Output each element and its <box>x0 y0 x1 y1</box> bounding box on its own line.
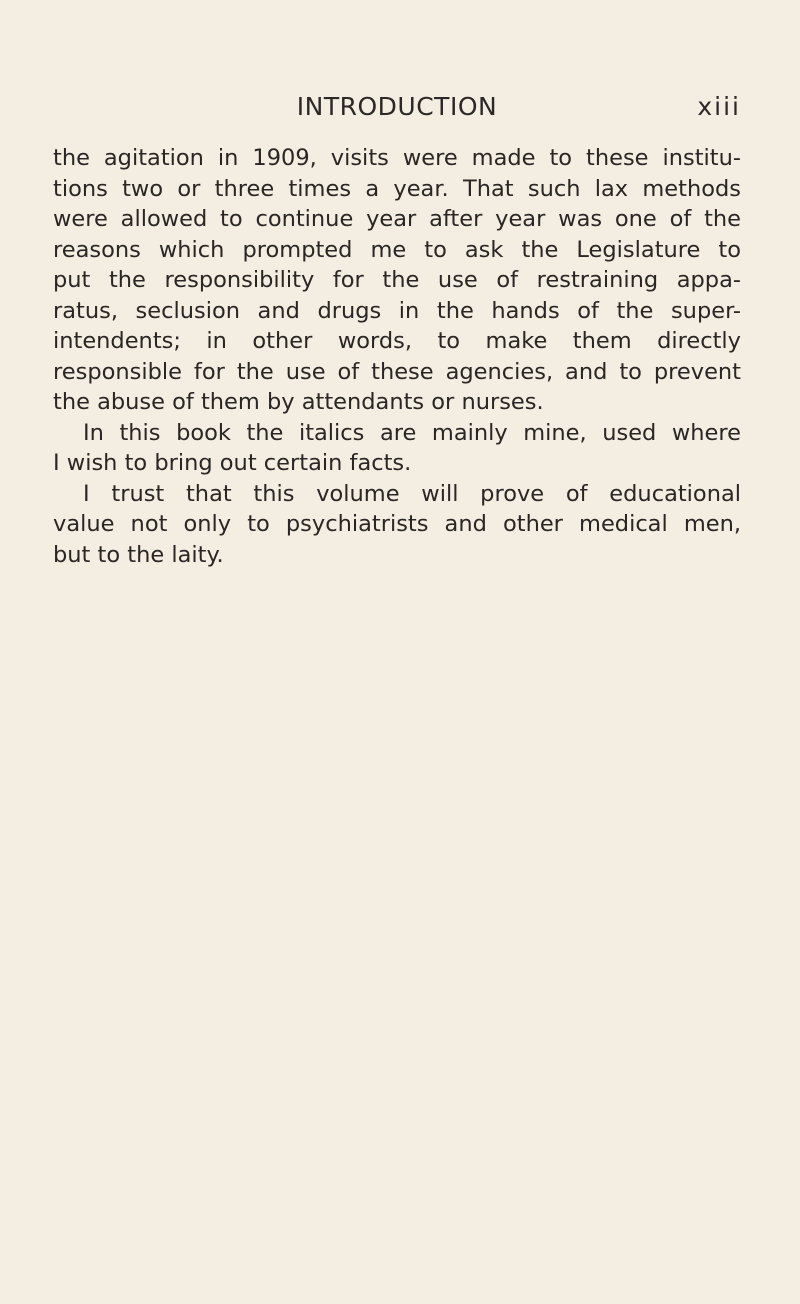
paragraph-2 <box>53 418 741 479</box>
text-line: the agitation in 1909, visits were made to these institu- <box>53 145 741 171</box>
text-line: I trust that this volume will prove of educational <box>83 480 741 507</box>
text-line: put the responsibility for the use of restraining appa- <box>53 267 741 293</box>
body-text <box>53 143 741 570</box>
running-head <box>53 92 741 132</box>
text-line: value not only to psychiatrists and other medical men, <box>53 511 741 537</box>
page-number: xiii <box>697 92 741 121</box>
paragraph-1 <box>53 143 741 418</box>
paragraph-3 <box>53 479 741 571</box>
text-line: but to the laity. <box>53 541 224 568</box>
text-line: reasons which prompted me to ask the Legislature to <box>53 236 741 263</box>
running-title: INTRODUCTION <box>296 92 498 121</box>
text-line: tions two or three times a year. That such lax methods <box>53 175 741 202</box>
text-line: I wish to bring out certain facts. <box>53 450 412 476</box>
text-line: the abuse of them by attendants or nurses. <box>53 389 544 415</box>
text-line: In this book the italics are mainly mine, used where <box>83 419 741 446</box>
text-line: ratus, seclusion and drugs in the hands of the super- <box>53 297 741 324</box>
text-line: intendents; in other words, to make them directly <box>53 328 741 354</box>
text-line: responsible for the use of these agencies, and to prevent <box>53 358 741 385</box>
text-line: were allowed to continue year after year was one of the <box>53 206 741 232</box>
